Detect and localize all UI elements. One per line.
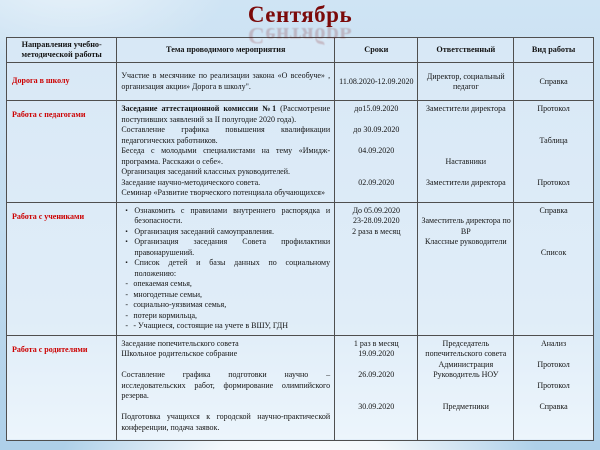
topic-paragraph: Участие в месячнике по реализации закона «О всеобуче» , организация акции» Дорога в школу". [121, 71, 331, 91]
dash-marker-icon: - [125, 300, 129, 309]
column-header: Сроки [335, 38, 418, 63]
worktype-cell-line [517, 115, 590, 126]
responsible-cell-line: Наставники [445, 156, 487, 166]
worktype-cell-line [517, 167, 590, 178]
worktype-cell-line [517, 216, 590, 227]
bullet-marker-icon: ▪ [125, 207, 128, 214]
topic-paragraph: Заседание аттестационной комиссии №1 (Рассмотрение поступивших заявлений за II полугодие 2020 года). [121, 104, 331, 124]
worktype-cell-line: Справка [539, 205, 568, 215]
terms-cell [335, 202, 418, 335]
topic-paragraph: Заседание научно-методического совета. [121, 177, 261, 187]
topic-cell [117, 202, 335, 335]
responsible-cell [418, 101, 514, 203]
worktype-cell-line: Протокол [537, 359, 570, 369]
bullet-marker-icon: ▪ [125, 228, 128, 235]
direction-cell [7, 335, 117, 440]
dash-marker-icon: - [125, 289, 129, 299]
worktype-cell-line: Протокол [537, 380, 570, 390]
topic-paragraph: ▪ Организация заседаний самоуправления. [125, 226, 274, 236]
terms-cell-line: 11.08.2020-12.09.2020 [339, 76, 414, 86]
topic-paragraph: Школьное родительское собрание [121, 349, 238, 358]
worktype-cell-line [517, 237, 590, 248]
terms-cell-line: до15.09.2020 [354, 104, 399, 113]
worktype-cell-line [517, 125, 590, 136]
row-direction-label: Работа с родителями [12, 344, 88, 354]
terms-cell-line [338, 136, 414, 147]
column-header: Направления учебно-методической работы [7, 38, 117, 63]
responsible-cell-line: попечительского совета [425, 349, 507, 358]
terms-cell-line: до 30.09.2020 [353, 125, 400, 134]
worktype-cell [514, 335, 594, 440]
page-title-reflection: Сентябрь [247, 23, 353, 48]
worktype-cell-line: Таблица [539, 135, 568, 145]
page-title: Сентябрь [247, 2, 353, 27]
terms-cell-line [338, 157, 414, 168]
topic-paragraph [121, 360, 330, 371]
topic-paragraph: ▪ Организация заседания Совета профилактики правонарушений. [125, 237, 331, 257]
responsible-cell-line [421, 206, 510, 217]
responsible-cell-line [421, 136, 510, 147]
responsible-cell-line: Заместители директора [425, 177, 506, 187]
responsible-cell-line: Директор, социальный [426, 71, 505, 81]
worktype-cell [514, 63, 594, 101]
bullet-marker-icon: ▪ [125, 239, 128, 245]
topic-cell [117, 335, 335, 440]
responsible-cell-line: педагог [452, 82, 479, 91]
row-direction-label: Дорога в школу [12, 76, 70, 86]
responsible-cell-line [421, 125, 510, 136]
responsible-cell-line [421, 167, 510, 178]
terms-cell-line [338, 381, 414, 392]
direction-cell [7, 101, 117, 203]
direction-cell [7, 63, 117, 101]
topic-paragraph: Подготовка учащихся к городской научно-практической конференции, подача заявок. [121, 412, 331, 432]
responsible-cell-line: Руководитель НОУ [433, 370, 499, 379]
responsible-cell [418, 202, 514, 335]
terms-cell-line: 04.09.2020 [358, 146, 395, 155]
topic-cell [117, 63, 335, 101]
responsible-cell [418, 63, 514, 101]
dash-marker-icon: - [125, 310, 129, 320]
topic-paragraph: ▪ Список детей и базы данных по социальному положению: [125, 258, 331, 278]
worktype-cell-line: Анализ [541, 338, 567, 348]
terms-cell [335, 63, 418, 101]
responsible-cell-line: Председатель [442, 338, 490, 348]
responsible-cell-line: ВР [460, 226, 471, 236]
terms-cell-line: 02.09.2020 [358, 177, 395, 187]
topic-paragraph: Составление графика повышения квалификации педагогических работников. [121, 125, 331, 145]
topic-bold-text: Заседание аттестационной комиссии №1 [121, 104, 277, 113]
row-direction-label: Работа с учениками [12, 211, 85, 221]
worktype-cell-line: Справка [539, 76, 568, 86]
terms-cell-line: 2 раза в месяц [352, 226, 401, 236]
terms-cell-line: 19.09.2020 [358, 349, 395, 358]
terms-cell-line [338, 167, 414, 178]
responsible-cell-line [421, 146, 510, 157]
table-row [7, 202, 594, 335]
page-title-reflection-clip [0, 23, 600, 48]
topic-paragraph: Беседа с молодыми специалистами на тему «Имидж-программа. Расскажи о себе». [121, 146, 331, 166]
topic-paragraph: - потери кормильца, [125, 310, 198, 320]
topic-paragraph: - опекаемая семья, [125, 279, 192, 288]
topic-paragraph [121, 402, 330, 413]
worktype-cell-line: Справка [539, 401, 568, 411]
worktype-cell-line [517, 391, 590, 402]
table-row [7, 101, 594, 203]
slide-title-block [0, 0, 600, 48]
worktype-cell-line [517, 146, 590, 157]
responsible-cell-line: Классные руководители [424, 237, 507, 246]
worktype-cell-line: Список [540, 247, 567, 257]
table-row [7, 335, 594, 440]
responsible-cell-line: Администрация [438, 359, 494, 369]
table-row [7, 63, 594, 101]
worktype-cell-line [517, 157, 590, 168]
topic-cell [117, 101, 335, 203]
table-body [7, 63, 594, 441]
terms-cell-line: До 05.09.2020 [352, 205, 401, 215]
responsible-cell-line: Заместитель директора по [421, 216, 511, 225]
plan-table [6, 37, 594, 441]
topic-paragraph: - - Учащиеся, состоящие на учете в ВШУ, ГДН [125, 321, 289, 330]
worktype-cell [514, 101, 594, 203]
topic-paragraph: Семинар «Развитие творческого потенциала обучающихся» [121, 188, 325, 197]
worktype-cell [514, 202, 594, 335]
responsible-cell [418, 335, 514, 440]
topic-paragraph: ▪ Ознакомить с правилами внутреннего распорядка и безопасности. [125, 205, 331, 225]
row-direction-label: Работа с педагогами [12, 110, 86, 119]
terms-cell [335, 335, 418, 440]
worktype-cell-line [517, 227, 590, 238]
worktype-cell-line: Протокол [537, 104, 570, 113]
terms-cell-line [338, 115, 414, 126]
responsible-cell-line [421, 381, 510, 392]
column-header: Вид работы [514, 38, 594, 63]
column-header: Тема проводимого мероприятия [117, 38, 335, 63]
responsible-cell-line [421, 391, 510, 402]
direction-cell [7, 202, 117, 335]
terms-cell [335, 101, 418, 203]
dash-marker-icon: - [125, 321, 129, 330]
topic-paragraph: - многодетные семьи, [125, 289, 203, 299]
terms-cell-line: 26.09.2020 [358, 370, 395, 379]
terms-cell-line: 1 раз в месяц [353, 338, 399, 348]
bullet-marker-icon: ▪ [125, 260, 128, 266]
worktype-cell-line [517, 349, 590, 360]
column-header: Ответственный [418, 38, 514, 63]
worktype-cell-line: Протокол [537, 177, 570, 187]
dash-marker-icon: - [125, 279, 129, 288]
terms-cell-line [338, 391, 414, 402]
terms-cell-line [338, 360, 414, 371]
topic-paragraph: Составление графика подготовки научно –исследовательских работ, формирование олимпийского резерва. [121, 370, 331, 400]
worktype-cell-line [517, 370, 590, 381]
responsible-cell-line: Предметники [442, 401, 489, 411]
topic-paragraph: Заседание попечительского совета [121, 338, 239, 348]
responsible-cell-line [421, 115, 510, 126]
topic-paragraph: - социально-уязвимая семья, [125, 300, 227, 309]
responsible-cell-line: Заместители директора [425, 104, 506, 113]
topic-paragraph: Организация заседаний классных руководителей. [121, 167, 291, 176]
terms-cell-line: 23-28.09.2020 [352, 216, 400, 225]
terms-cell-line: 30.09.2020 [358, 401, 395, 411]
